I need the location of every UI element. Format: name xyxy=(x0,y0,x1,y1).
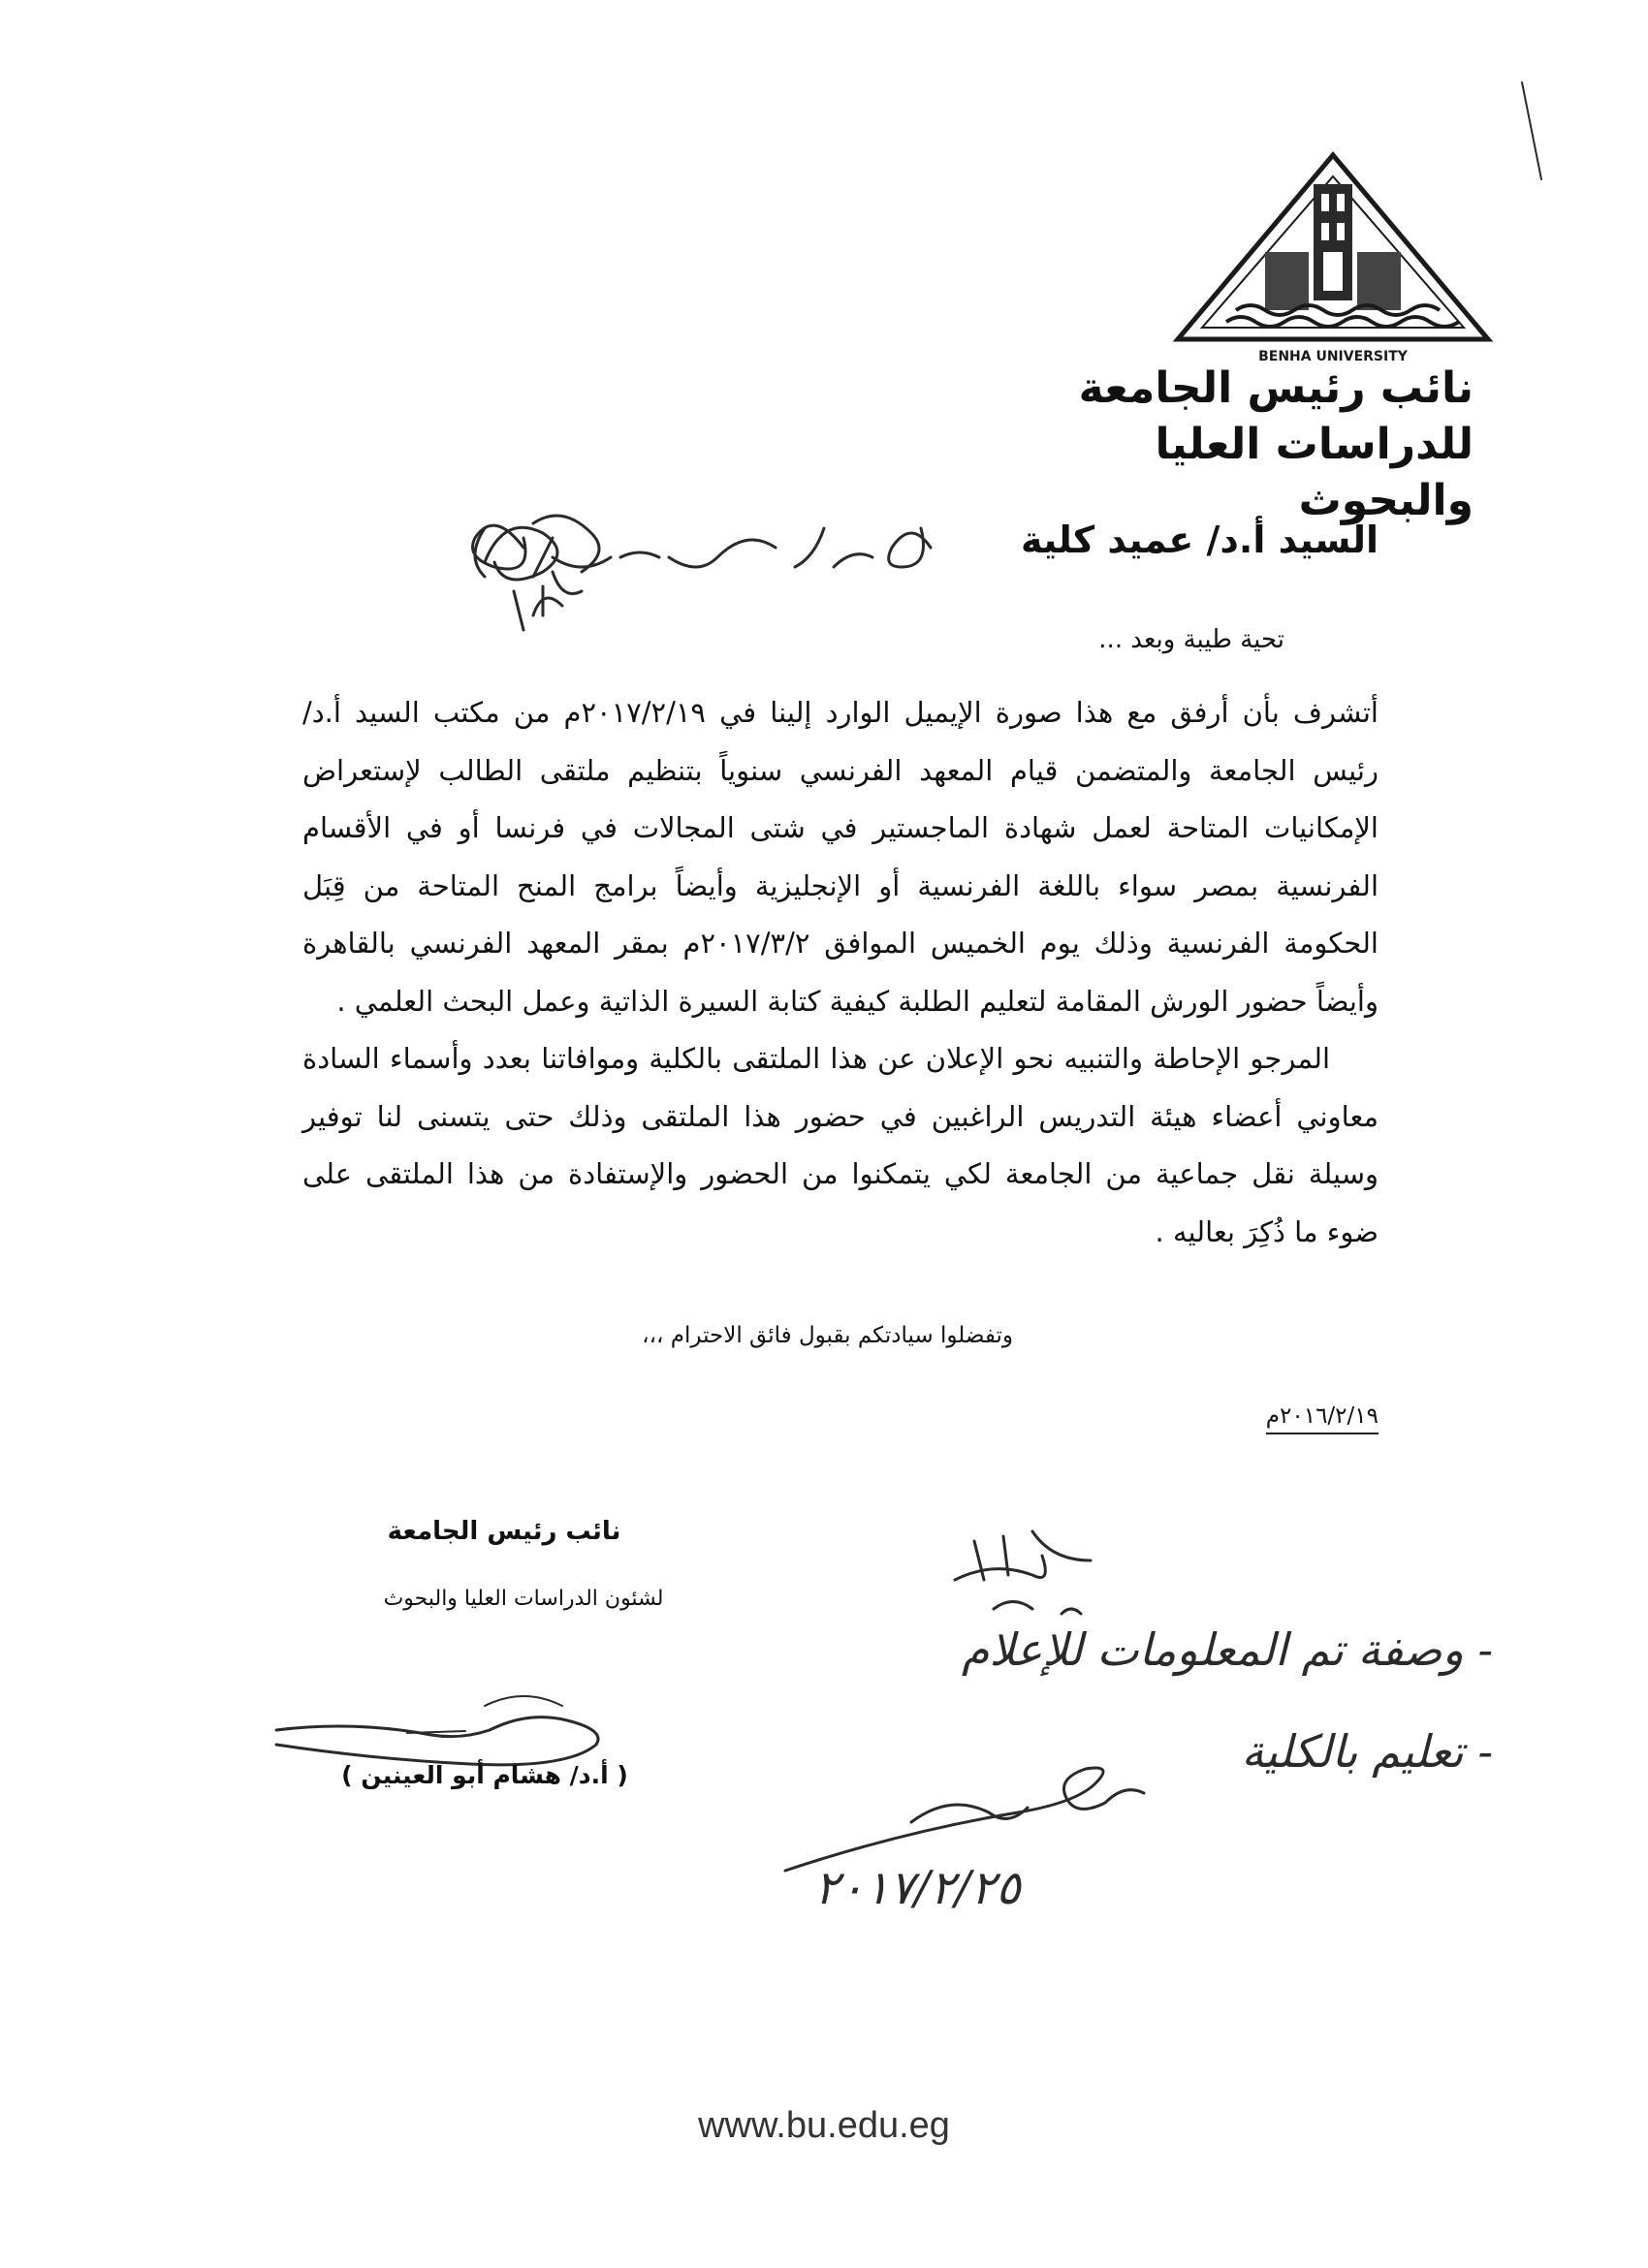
letter-date-value: ٢٠١٦/٢/١٩م xyxy=(1266,1403,1379,1434)
office-title-line2: للدراسات العليا والبحوث xyxy=(1155,420,1474,525)
handwritten-note-date: ٢٠١٧/٢/٢٥ xyxy=(814,1861,1021,1915)
signer-title: نائب رئيس الجامعة xyxy=(387,1517,621,1546)
closing-line: وتفضلوا سيادتكم بقبول فائق الاحترام ،،، xyxy=(642,1323,1013,1348)
scan-edge-mark xyxy=(1517,78,1546,184)
handwritten-note-2: - تعليم بالكلية xyxy=(1241,1725,1493,1778)
letter-date xyxy=(1088,1403,1379,1429)
logo-university-name: BENHA UNIVERSITY xyxy=(1258,349,1408,364)
body-paragraph-2: المرجو الإحاطة والتنبيه نحو الإعلان عن هذا الملتقى بالكلية وموافاتنا بعدد وأسماء السادة معاوني أعضاء هيئة التدريس الراغبين في حضور هذا الملتقى وذلك حتى يتسنى لنا توفير وسيلة نقل جماعية من الجامعة لكي يتمكنوا من الحضور والإستفادة من هذا الملتقى على ضوء ما ذُكِرَ بعاليه . xyxy=(302,1042,1379,1248)
office-title-line1: نائب رئيس الجامعة xyxy=(1078,363,1474,413)
handwritten-initial-mark xyxy=(935,1512,1129,1628)
office-title xyxy=(989,361,1474,529)
greeting: تحية طيبة وبعد ... xyxy=(1098,625,1284,654)
footer-website: www.bu.edu.eg xyxy=(698,2105,950,2146)
benha-university-logo xyxy=(1168,145,1498,368)
letter-body xyxy=(302,684,1379,1261)
handwritten-faculty-scribble xyxy=(475,504,620,630)
recipient-salutation: السيد أ.د/ عميد كلية xyxy=(1020,519,1379,561)
body-paragraph-1: أتشرف بأن أرفق مع هذا صورة الإيميل الوارد إلينا في ٢٠١٧/٢/١٩م من مكتب السيد أ.د/ رئيس الجامعة والمتضمن قيام المعهد الفرنسي سنوياً بتنظيم ملتقى الطالب لإستعراض الإمكانيات المتاحة لعمل شهادة الماجستير في شتى المجالات في فرنسا أو في الأقسام الفرنسية بمصر سواء باللغة الفرنسية أو الإنجليزية وأيضاً برامج المنح المتاحة من قِبَل الحكومة الفرنسية وذلك يوم الخميس الموافق ٢٠١٧/٣/٢م بمقر المعهد الفرنسي بالقاهرة وأيضاً حضور الورش المقامة لتعليم الطلبة كيفية كتابة السيرة الذاتية وعمل البحث العلمي . xyxy=(302,696,1379,1018)
signer-department: لشئون الدراسات العليا والبحوث xyxy=(383,1587,664,1611)
signature xyxy=(271,1686,640,1764)
signer-name: ( أ.د/ هشام أبو العينين ) xyxy=(341,1761,628,1789)
handwritten-note-1: - وصفة تم المعلومات للإعلام xyxy=(961,1623,1493,1676)
